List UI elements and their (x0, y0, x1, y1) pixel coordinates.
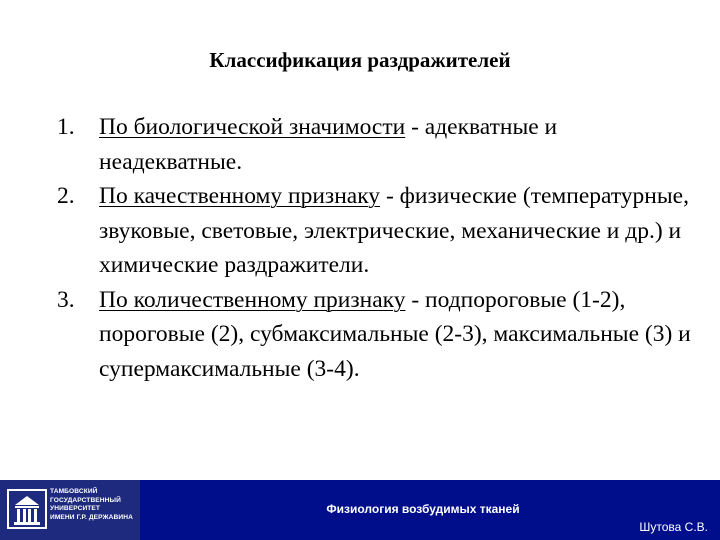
list-item (57, 179, 697, 283)
list-item-number: 3. (57, 286, 75, 313)
list-item-text: - подпороговые (1-2), пороговые (2), субмаксимальные (2-3), максимальные (3) и супермаксимальные (3-4). (99, 286, 691, 382)
list-item-text: - адекватные и неадекватные. (99, 114, 558, 175)
classification-list (57, 110, 697, 386)
author-name: Шутова С.В. (639, 520, 708, 534)
list-item (57, 283, 697, 387)
list-item-heading: По качественному признаку (99, 183, 381, 209)
university-name-line: ГОСУДАРСТВЕННЫЙ (50, 496, 121, 504)
list-item-number: 2. (57, 183, 75, 209)
university-name-line: ИМЕНИ Г.Р. ДЕРЖАВИНА (50, 513, 133, 521)
university-name-line: УНИВЕРСИТЕТ (50, 505, 101, 513)
slide-title: Классификация раздражителей (209, 48, 511, 72)
list-item-heading: По биологической значимости (99, 114, 406, 140)
list-item-heading: По количественному признаку (99, 286, 406, 313)
list-item-text: - физические (температурные, звуковые, световые, электрические, механические и др.) и химические раздражители. (99, 183, 689, 278)
footer-bar (0, 480, 720, 540)
list-item-number: 1. (57, 114, 75, 140)
university-name-line: ТАМБОВСКИЙ (50, 488, 98, 495)
list-item (57, 110, 697, 179)
course-name: Физиология возбудимых тканей (326, 502, 520, 516)
